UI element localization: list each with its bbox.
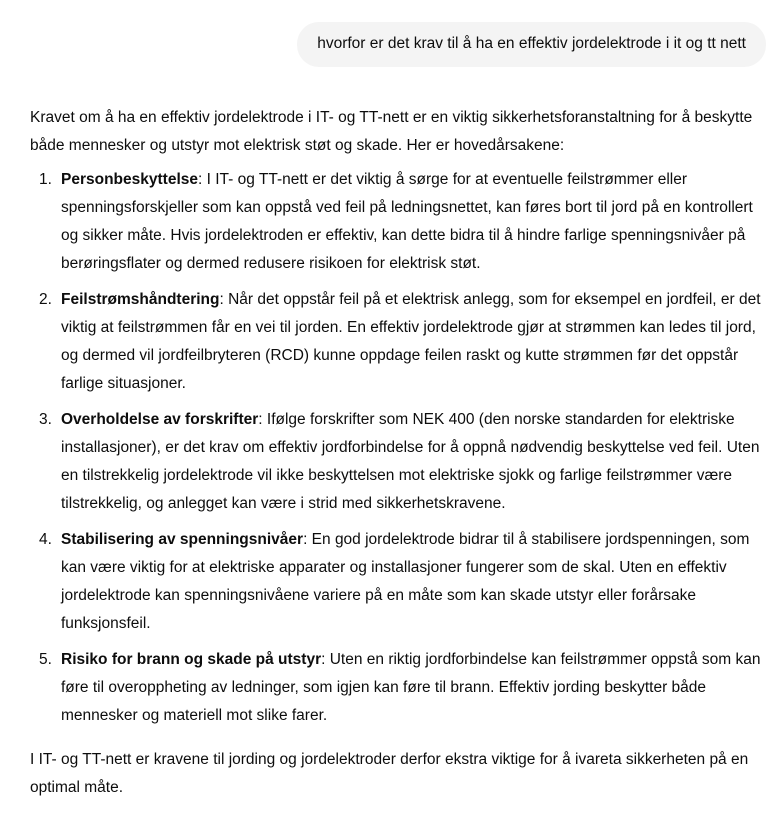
list-item-title: Feilstrømshåndtering [61, 291, 220, 308]
user-message-bubble: hvorfor er det krav til å ha en effektiv jordelektrode i it og tt nett [297, 22, 766, 67]
list-item-title: Risiko for brann og skade på utstyr [61, 651, 322, 668]
list-item [30, 406, 765, 518]
list-item-title: Stabilisering av spenningsnivåer [61, 531, 304, 548]
list-number: 3. [39, 411, 52, 428]
list-number: 2. [39, 291, 52, 308]
list-item [30, 646, 765, 730]
list-item [30, 526, 765, 638]
list-item-title: Personbeskyttelse [61, 171, 198, 188]
list-item-text: : I IT- og TT-nett er det viktig å sørge for at eventuelle feilstrømmer eller spenningsforskjeller som kan oppstå ved feil på ledningsnettet, kan føres bort til jord på en kontrollert og sikker måte. Hvis jordelektroden er effektiv, kan dette bidra til å hindre farlige spenningsnivåer på berøringsflater og dermed redusere risikoen for elektrisk støt. [61, 171, 753, 272]
list-number: 1. [39, 171, 52, 188]
list-item [30, 166, 765, 278]
list-item-title: Overholdelse av forskrifter [61, 411, 259, 428]
assistant-message [30, 104, 765, 802]
list-number: 4. [39, 531, 52, 548]
reasons-list [30, 166, 765, 730]
assistant-outro: I IT- og TT-nett er kravene til jording og jordelektroder derfor ekstra viktige for å ivareta sikkerheten på en optimal måte. [30, 751, 749, 796]
user-message-row [297, 22, 766, 67]
list-item-text: : Uten en riktig jordforbindelse kan feilstrømmer oppstå som kan føre til overoppheting av ledninger, som igjen kan føre til brann. Effektiv jording beskytter både mennesker og materiell mot slike farer. [61, 651, 761, 724]
list-item-text: : Ifølge forskrifter som NEK 400 (den norske standarden for elektriske installasjoner), er det krav om effektiv jordforbindelse for å oppnå nødvendig beskyttelse ved feil. Uten en tilstrekkelig jordelektrode vil ikke beskyttelsen mot elektriske sjokk og farlige feilstrømmer være tilstrekkelig, og anlegget kan være i strid med sikkerhetskravene. [61, 411, 760, 512]
list-item-text: : Når det oppstår feil på et elektrisk anlegg, som for eksempel en jordfeil, er det viktig at feilstrømmen får en vei til jorden. En effektiv jordelektrode gjør at strømmen kan ledes til jord, og dermed vil jordfeilbryteren (RCD) kunne oppdage feilen raskt og kutte strømmen før det oppstår farlige situasjoner. [61, 291, 761, 392]
assistant-intro: Kravet om å ha en effektiv jordelektrode i IT- og TT-nett er en viktig sikkerhetsforanstaltning for å beskytte både mennesker og utstyr mot elektrisk støt og skade. Her er hovedårsakene: [30, 109, 753, 154]
list-item-text: : En god jordelektrode bidrar til å stabilisere jordspenningen, som kan være viktig for at elektriske apparater og installasjoner fungerer som de skal. Uten en effektiv jordelektrode kan spenningsnivåene variere på en måte som kan skade utstyr eller forårsake funksjonsfeil. [61, 531, 750, 632]
list-item [30, 286, 765, 398]
list-number: 5. [39, 651, 52, 668]
